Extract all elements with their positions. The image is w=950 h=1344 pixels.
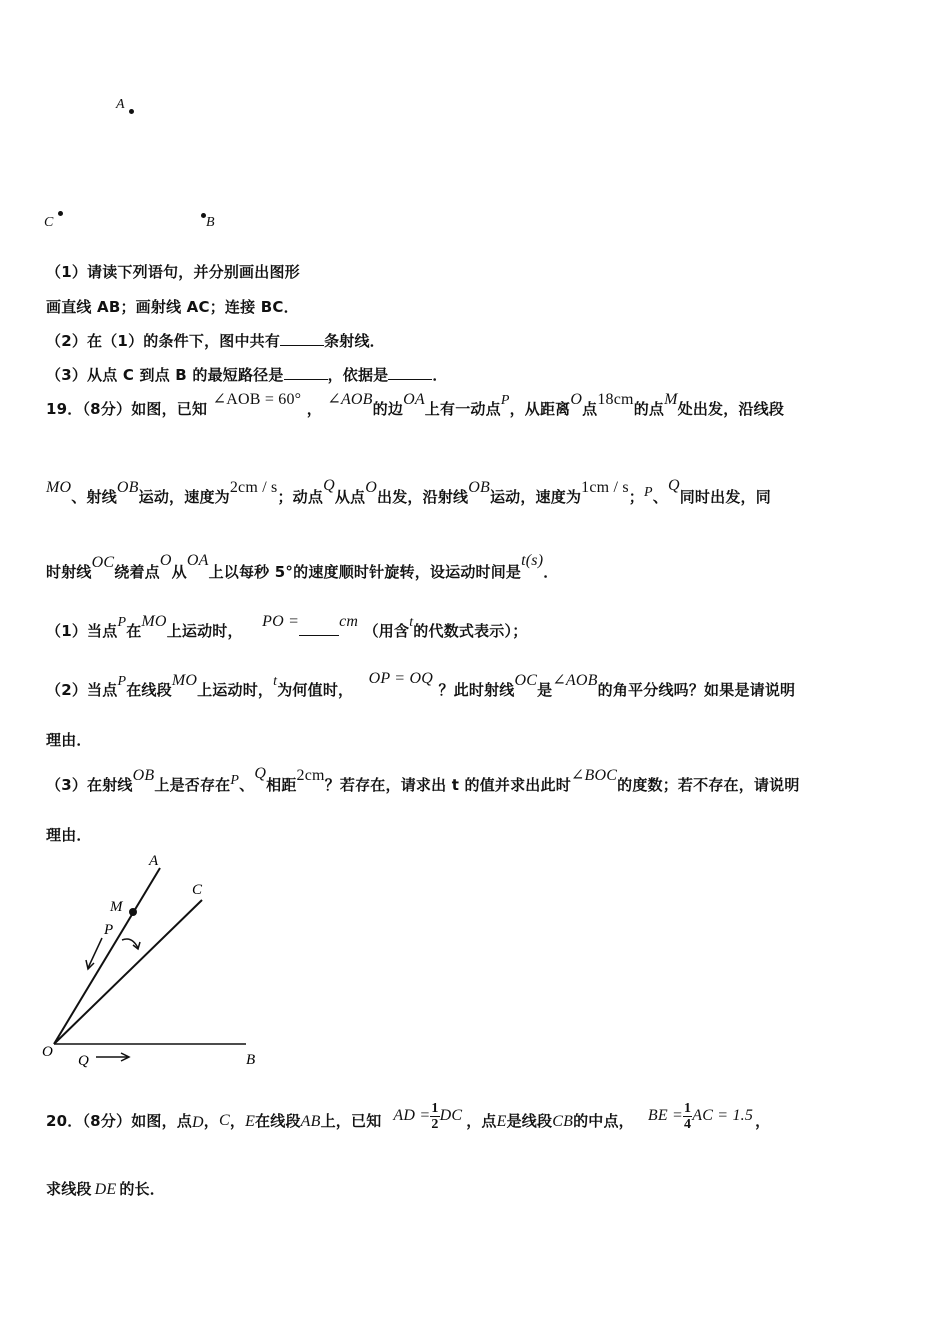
arrow-p-direction: [88, 938, 102, 968]
q18-part2-post: 条射线．: [324, 332, 385, 350]
q19-q: Q: [667, 477, 680, 494]
q18-part2-blank: [280, 331, 324, 346]
q20-d: D: [192, 1114, 204, 1131]
q20-text: ，: [755, 1111, 771, 1130]
q19-t: t: [409, 615, 414, 630]
q19-angle-aob: ∠AOB: [327, 391, 373, 408]
q19-po-eq: PO =: [262, 613, 300, 630]
q20-eq2-lhs: BE =: [647, 1107, 684, 1124]
q19-s2-text: 的角平分线吗？如果是请说明: [597, 681, 796, 699]
point-a-label: A: [116, 97, 125, 112]
q19-s3-text: 的度数；若不存在，请说明: [617, 776, 800, 794]
q20-eq1-rhs: DC: [439, 1107, 463, 1124]
q18-part3-mid: ，依据是: [327, 366, 389, 384]
q20-e: E: [496, 1113, 507, 1130]
q19-q: Q: [323, 477, 335, 494]
q19-s1-text: 在: [126, 622, 142, 640]
q19-18cm: 18cm: [597, 391, 634, 408]
q20-eq2-den: 4: [684, 1116, 692, 1132]
q19-oa: OA: [186, 552, 209, 569]
q19-s1-blank: [299, 621, 339, 636]
q20-eq1-num: 1: [431, 1100, 439, 1116]
q19-time-t: t(s): [521, 552, 544, 569]
q19-sub1: [46, 613, 528, 641]
label-c: C: [192, 882, 203, 898]
q19-s1-text: 的代数式表示）；: [413, 622, 528, 640]
q18-part3: [46, 364, 448, 385]
q19-angle-aob: ∠AOB: [552, 672, 598, 689]
q18-part2-pre: （2）在（1）的条件下，图中共有: [46, 332, 281, 350]
q19-oc: OC: [91, 554, 115, 571]
point-b-label: B: [206, 215, 215, 230]
q19-mo: MO: [46, 479, 72, 496]
q19-sub3-cont: 理由．: [46, 826, 92, 844]
q19-s3-text: ？若存在，请求出 t 的值并求出此时: [324, 776, 571, 794]
q19-l1-text: 处出发，沿线段: [677, 400, 785, 418]
q19-p: P: [643, 485, 653, 500]
q19-l2-text: 运动，速度为: [138, 488, 230, 506]
q19-o: O: [159, 552, 172, 569]
q19-2cm: 2cm: [296, 767, 325, 784]
q19-speed-p: 2cm / s: [229, 479, 278, 496]
q19-angle-boc: ∠BOC: [570, 767, 618, 784]
q20-c: C: [218, 1112, 230, 1129]
q20-e: E: [245, 1113, 256, 1130]
q19-sub2: [46, 670, 796, 700]
point-c-dot: [58, 211, 63, 216]
figure-q19: [30, 848, 280, 1073]
q19-l3-text: 上以每秒 5°的速度顺时针旋转，设运动时间是: [208, 563, 522, 581]
q20-text: ，: [229, 1111, 246, 1130]
q18-part2: [46, 330, 385, 351]
q20-text: ，: [203, 1111, 219, 1130]
q19-l2-text: 运动，速度为: [489, 488, 582, 506]
label-m: M: [110, 899, 123, 915]
q20-text: 的中点，: [573, 1111, 634, 1130]
q19-l2-text: 、: [652, 488, 668, 506]
q20-line1: [46, 1102, 770, 1138]
q20-text: 是线段: [506, 1111, 553, 1130]
q19-ob: OB: [116, 479, 139, 496]
q19-line2: [46, 477, 771, 507]
q19-l2-text: 、射线: [71, 488, 117, 506]
q19-p: P: [230, 773, 240, 788]
q19-p: P: [500, 393, 510, 408]
q19-sub3: [46, 765, 800, 795]
q19-s3-text: 、: [239, 776, 255, 794]
q20-text: 求线段: [46, 1180, 92, 1198]
q20-text: 上，已知: [320, 1111, 382, 1130]
q19-o: O: [365, 479, 378, 496]
q20-eq2: [648, 1101, 753, 1132]
q19-l1-text: ，从距离: [509, 400, 571, 418]
q19-ob: OB: [468, 479, 490, 496]
q20-eq2-num: 1: [684, 1100, 692, 1116]
q19-s2-text: 是: [537, 681, 553, 699]
q20-text: 20．（8分）如图，点: [46, 1111, 193, 1130]
q19-l3-text: 从: [171, 563, 187, 581]
q19-s2-text: 上运动时，: [197, 681, 274, 699]
q19-oc: OC: [514, 672, 538, 689]
q19-t: t: [273, 674, 278, 689]
q19-l1-text: 上有一动点: [424, 400, 501, 418]
q19-l2-text: 出发，沿射线: [377, 488, 469, 506]
label-o: O: [42, 1044, 53, 1060]
q20-text: 在线段: [255, 1111, 301, 1130]
q19-s3-text: 上是否存在: [154, 776, 231, 794]
q19-line3: [46, 552, 559, 582]
point-a-dot: [129, 109, 134, 114]
q20-line2: [46, 1178, 165, 1199]
point-m-dot: [129, 908, 137, 916]
q19-speed-q: 1cm / s: [581, 479, 629, 496]
q19-l3-text: ．: [543, 563, 559, 581]
q20-ab: AB: [300, 1113, 321, 1130]
q19-l2-text: ；动点: [277, 488, 324, 506]
q20-eq2-rhs: AC = 1.5: [692, 1107, 754, 1124]
q20-cb: CB: [552, 1113, 574, 1130]
q19-mo: MO: [171, 672, 198, 689]
q19-p: P: [117, 674, 127, 689]
q20-eq1-den: 2: [431, 1116, 439, 1132]
q19-s3-text: （3）在射线: [46, 776, 133, 794]
q19-s2-text: （2）当点: [46, 681, 118, 699]
q19-o: O: [570, 391, 583, 408]
q19-ob: OB: [132, 767, 155, 784]
q18-part3-blank-2: [388, 365, 432, 380]
q18-part1: （1）请读下列语句，并分别画出图形: [46, 263, 300, 281]
q19-s2-text: 在线段: [126, 681, 172, 699]
q20-eq1-frac: [430, 1101, 439, 1132]
q19-l1-text: 19．（8分）如图，已知: [46, 400, 208, 418]
q19-sub2-cont: 理由．: [46, 731, 92, 749]
q19-op-eq-oq: OP = OQ: [368, 670, 434, 687]
q20-eq1: [393, 1101, 462, 1132]
q19-s1-text: 上运动时，: [166, 622, 243, 640]
q20-eq2-frac: [683, 1101, 692, 1132]
q19-oa: OA: [403, 391, 425, 408]
q18-part3-end: ．: [432, 366, 448, 384]
q19-q: Q: [254, 765, 267, 782]
q19-s2-text: 为何值时，: [277, 681, 354, 699]
q18-part1-instructions: 画直线 AB；画射线 AC；连接 BC．: [46, 298, 299, 316]
q20-eq1-lhs: AD =: [393, 1107, 431, 1124]
label-q: Q: [78, 1053, 89, 1069]
q19-l1-text: 的点: [633, 400, 665, 418]
q19-l3-text: 绕着点: [114, 563, 160, 581]
q19-s2-text: ？此时射线: [438, 681, 515, 699]
q19-l1-text: 点: [582, 400, 598, 418]
q20-text: ，点: [466, 1111, 497, 1130]
q19-l1-comma: ，: [306, 400, 322, 418]
q19-line1: [46, 391, 785, 419]
q20-text: 的长．: [119, 1180, 165, 1198]
q19-s1-text: （用含: [363, 622, 410, 640]
q18-part3-pre: （3）从点 C 到点 B 的最短路径是: [46, 366, 284, 384]
q19-mo: MO: [141, 613, 167, 630]
q19-cm: cm: [339, 613, 359, 630]
label-p: P: [104, 922, 114, 938]
q19-s1-text: （1）当点: [46, 622, 118, 640]
q19-s3-text: 相距: [266, 776, 297, 794]
q19-angle-aob-60: ∠AOB = 60°: [212, 391, 302, 408]
q20-de: DE: [94, 1181, 117, 1198]
q19-l2-text: 从点: [334, 488, 366, 506]
q19-m: M: [664, 391, 678, 408]
label-b: B: [246, 1052, 256, 1068]
q19-l2-text: ；: [628, 488, 644, 506]
q19-l1-text: 的边: [372, 400, 404, 418]
q18-part3-blank-1: [284, 365, 328, 380]
label-a: A: [149, 853, 159, 869]
point-c-label: C: [44, 215, 54, 230]
q19-l2-text: 同时出发，同: [679, 488, 771, 506]
q19-l3-text: 时射线: [46, 563, 92, 581]
q19-p: P: [117, 615, 127, 630]
